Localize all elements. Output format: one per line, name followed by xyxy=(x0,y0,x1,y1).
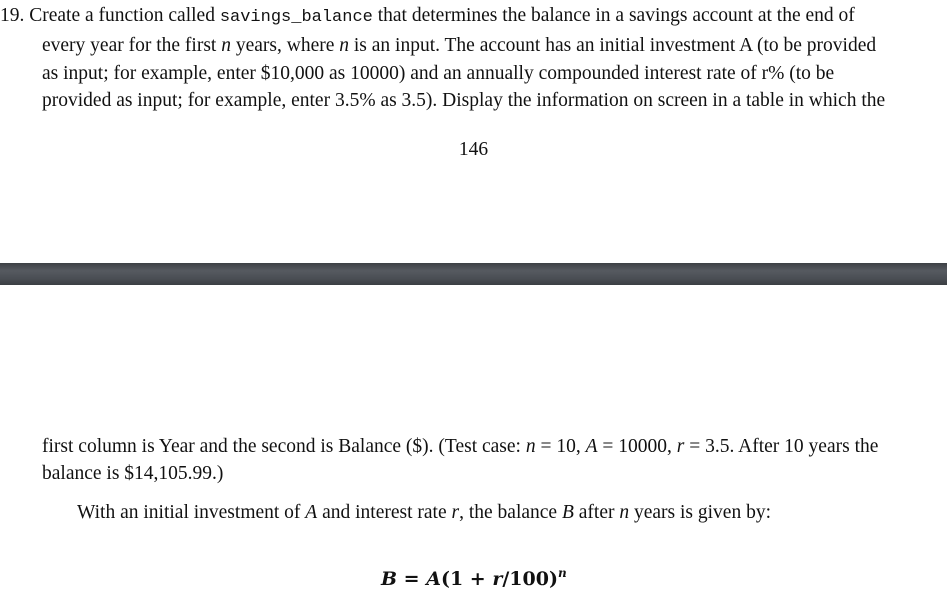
function-name-code: savings_balance xyxy=(219,8,373,27)
text-segment: is an input. The account has an initial investment A (to be provided xyxy=(349,35,877,56)
problem-line-1 xyxy=(0,2,855,31)
variable-n: n xyxy=(619,502,630,523)
text-segment: , the balance xyxy=(459,502,562,523)
variable-r: r xyxy=(451,502,460,523)
text-segment: With an initial investment of xyxy=(77,502,306,523)
variable-r: r xyxy=(676,436,685,457)
variable-a: A xyxy=(305,502,318,523)
text-segment: and interest rate xyxy=(317,502,452,523)
text-segment: that determines the balance in a savings account at the end of xyxy=(372,5,855,26)
variable-n: n xyxy=(339,35,349,56)
text-segment: years, where xyxy=(230,35,340,56)
problem-line-5 xyxy=(42,433,878,460)
text-segment: = 10000, xyxy=(597,436,677,457)
formula-open-paren: (1 + xyxy=(440,568,493,590)
formula-a: A xyxy=(426,568,441,590)
formula-b: B xyxy=(381,568,398,590)
problem-number: 19. xyxy=(0,5,25,26)
text-segment: after xyxy=(573,502,620,523)
text-segment: first column is Year and the second is Balance ($). (Test case: xyxy=(42,436,526,457)
formula-divisor: /100) xyxy=(502,568,558,590)
variable-n: n xyxy=(525,436,536,457)
formula-r: r xyxy=(492,568,503,590)
text-segment: = 10, xyxy=(535,436,586,457)
problem-line-4: provided as input; for example, enter 3.5% as 3.5). Display the information on screen in a table in which the xyxy=(42,90,886,111)
variable-b: B xyxy=(561,502,574,523)
text-segment: Create a function called xyxy=(29,5,220,26)
text-segment: = 3.5. After 10 years the xyxy=(684,436,879,457)
page-number: 146 xyxy=(458,139,489,160)
text-segment: years is given by: xyxy=(629,502,771,523)
balance-formula xyxy=(381,559,567,593)
problem-line-2 xyxy=(42,32,876,59)
variable-a: A xyxy=(585,436,598,457)
formula-equals: = xyxy=(397,568,427,590)
page-break-divider xyxy=(0,263,947,285)
formula-exponent: n xyxy=(557,566,567,580)
formula-intro-line xyxy=(77,499,771,526)
text-segment: every year for the first xyxy=(42,35,222,56)
variable-n: n xyxy=(221,35,231,56)
problem-line-3: as input; for example, enter $10,000 as 10000) and an annually compounded interest rate of r% (to be xyxy=(42,63,835,84)
problem-line-6: balance is $14,105.99.) xyxy=(42,463,224,484)
